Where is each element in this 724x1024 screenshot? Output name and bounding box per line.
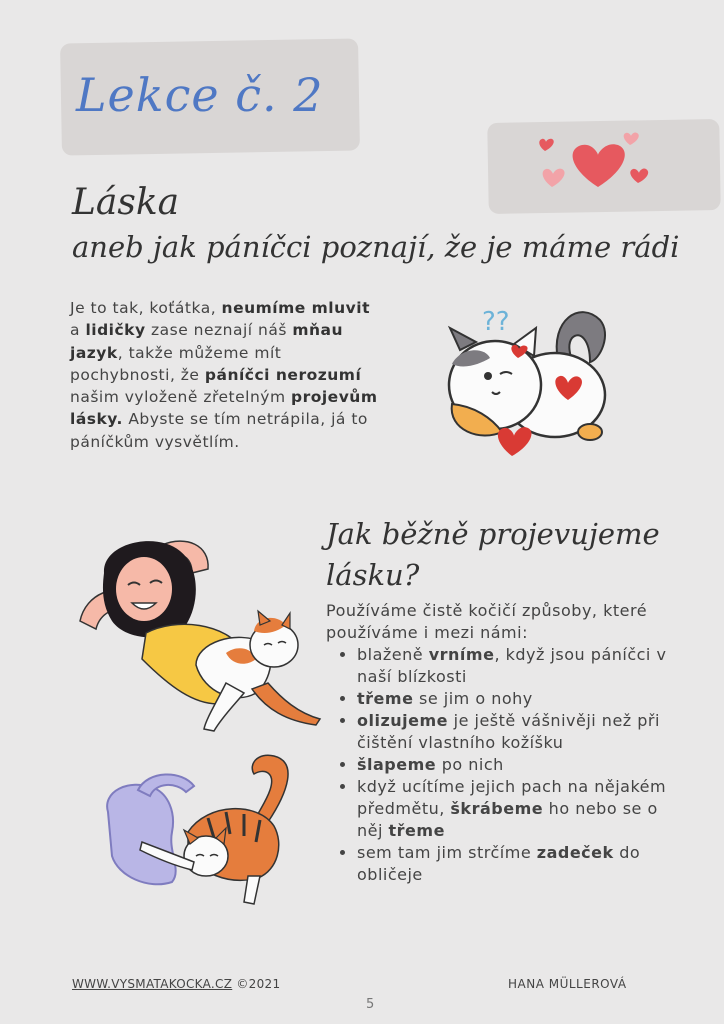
list-item-run: když ucítíme jejich pach na nějakém předmětu, xyxy=(357,777,667,818)
intro-run: lidičky xyxy=(85,321,146,340)
list-item xyxy=(357,776,686,842)
intro-run: Abyste se tím netrápila, já to páníčkům vysvětlím. xyxy=(70,410,368,451)
hearts-icon xyxy=(530,125,660,195)
author-name: HANA MÜLLEROVÁ xyxy=(508,977,627,991)
list-item-run: se jim o nohy xyxy=(413,689,533,708)
list-item-run: zadeček xyxy=(536,843,614,862)
list-item-run: třeme xyxy=(388,821,445,840)
lesson-title: Lekce č. 2 xyxy=(76,68,324,122)
intro-run: projevům lásky. xyxy=(70,388,378,429)
list-item-run: třeme xyxy=(357,689,414,708)
calico-cat-illustration xyxy=(440,300,610,460)
list-item-run: po nich xyxy=(436,755,504,774)
list-item xyxy=(357,710,686,754)
ways-list xyxy=(326,644,686,886)
list-item-run: , když jsou páníčci v naší blízkosti xyxy=(357,645,667,686)
intro-run: našim vyloženě zřetelným xyxy=(70,388,291,407)
intro-run: mňau jazyk xyxy=(70,321,344,362)
woman-with-cat-illustration xyxy=(76,533,326,743)
intro-run: a xyxy=(70,321,86,340)
list-item xyxy=(357,688,686,710)
list-item-run: ho nebo se o něj xyxy=(357,799,658,840)
intro-paragraph xyxy=(70,297,380,453)
list-item-run: vrníme xyxy=(428,645,495,664)
section-subtitle: aneb jak páníčci poznají, že je máme rádi xyxy=(72,230,680,264)
intro-run: páníčci nerozumí xyxy=(204,365,362,384)
list-item-run: do obličeje xyxy=(357,843,641,884)
page-number: 5 xyxy=(366,997,375,1012)
footer-left xyxy=(72,977,280,991)
list-item xyxy=(357,842,686,886)
list-item-run: sem tam jim strčíme xyxy=(357,843,537,862)
section2-intro: Používáme čistě kočičí způsoby, které používáme i mezi námi: xyxy=(326,601,648,642)
intro-run: neumíme mluvit xyxy=(221,299,370,317)
section2-body xyxy=(326,600,686,886)
website-link[interactable]: WWW.VYSMATAKOCKA.CZ xyxy=(72,977,233,991)
list-item-run: blaženě xyxy=(357,645,429,664)
section-title: Láska xyxy=(72,182,180,223)
intro-run: zase neznají náš xyxy=(145,321,293,340)
intro-run: , takže můžeme mít pochybnosti, že xyxy=(70,343,282,384)
intro-run: Je to tak, koťátka, xyxy=(70,299,222,317)
list-item-run: šlapeme xyxy=(357,755,437,774)
copyright: ©2021 xyxy=(232,977,281,991)
list-item xyxy=(357,644,686,688)
tabby-cat-with-bag-illustration xyxy=(98,752,298,912)
section2-title: Jak běžně projevujeme lásku? xyxy=(326,517,660,592)
list-item xyxy=(357,754,686,776)
list-item-run: je ještě vášnivěji než při čištění vlastního kožíšku xyxy=(357,711,660,752)
question-marks: ?? xyxy=(482,307,510,337)
list-item-run: olizujeme xyxy=(357,711,449,730)
list-item-run: škrábeme xyxy=(450,799,544,818)
